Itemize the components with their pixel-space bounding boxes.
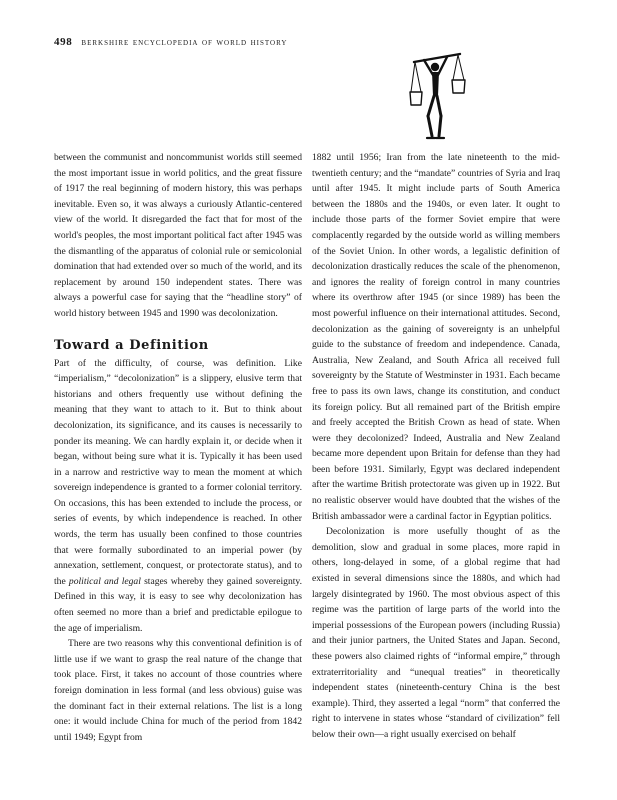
paragraph	[54, 356, 302, 637]
page-number: 498	[54, 36, 73, 48]
running-head	[54, 36, 287, 48]
paragraph-text: stages whereby they gained sovereignty. Defined in this way, it is easy to see why decolonization has often seemed no more than a brief and predictable epilogue to the age of imperialism.	[54, 575, 302, 634]
paragraph-text: Part of the difficulty, of course, was definition. Like “imperialism,” “decolonization” is a slippery, elusive term that historians and others frequently use without defining the meaning that they want to attach to it. But to think about decolonization, its significance, and its causes is necessarily to ponder its meaning. We can hardly explain it, or decide when it began, without being sure what it is. Typically it has been used in a narrow and restrictive way to mean the moment at which sovereign independence is granted to a former colonial territory. On occasions, this has been extended to include the process, or series of events, by which independence is reached. In other words, the term has usually been confined to those countries that were formally subordinated to an imperial power (by annexation, settlement, conquest, or protectorate status), and to the	[54, 357, 302, 587]
left-column	[54, 150, 302, 745]
paragraph: Decolonization is more usefully thought of as the demolition, slow and gradual in some places, more rapid in others, long-delayed in some, of a global regime that had existed in several dimensions since the 1880s, and which had largely disintegrated by 1960. The most obvious aspect of this regime was the partition of large parts of the world into the imperial possessions of the European powers (including Russia) and their junior partners, the United States and Japan. Second, these powers also claimed rights of “informal empire,” through extraterritoriality and “unequal treaties” in theoretically independent states (nineteenth-century China is the best example). Third, they asserted a legal “norm” that conferred the right to intervene in states whose “standard of civilization” fell below their own—a right usually exercised on behalf	[312, 526, 560, 740]
logo-figure-svg	[408, 52, 466, 142]
paragraph: between the communist and noncommunist worlds still seemed the most important issue in world politics, and the great fissure of 1917 the real beginning of modern history, this was perhaps inevitable. Even so, it was always a curiously Atlantic-centered view of the world. It disregarded the fact that for most of the world's peoples, the most important political fact after 1945 was the dismantling of the apparatus of colonial rule or semicolonial domination that had extended over so much of the world, and its replacement by around 150 independent states. There was always a powerful case for saying that the “headline story” of world history between 1945 and 1990 was decolonization.	[54, 152, 302, 319]
paragraph: There are two reasons why this conventional definition is of little use if we want to grasp the real nature of the change that took place. First, it takes no account of those countries where foreign domination in less formal (and less obvious) guise was the dominant fact in their external relations. The list is a long one: it would include China for much of the period from 1842 until 1949; Egypt from	[54, 638, 302, 743]
figure-carrying-buckets-icon	[408, 52, 466, 142]
section-heading: Toward a Definition	[54, 337, 209, 353]
paragraph: 1882 until 1956; Iran from the late nineteenth to the mid-twentieth century; and the “mandate” countries of Syria and Iraq until after 1945. It might include parts of South America between the 1880s and the 1940s, or even later. It ought to include those parts of the former Soviet empire that were complacently regarded by the outside world as willing members of the Soviet Union. In other words, a legalistic definition of decolonization drastically reduces the scale of the phenomenon, and ignores the reality of foreign control in many countries where its overthrow after 1945 (or since 1989) has been the most powerful influence on their international attitudes. Second, decolonization as the gaining of sovereignty is an unhelpful guide to the substance of freedom and independence. Canada, Australia, New Zealand, and South Africa all received full sovereignty by the Statute of Westminster in 1931. Each became free to pass its own laws, change its constitution, and conduct its foreign policy. But all remained part of the British empire and freely accepted the British Crown as head of state. When were they decolonized? Indeed, Australia and New Zealand became more dependent upon Britain for defense than they had been before 1931. Similarly, Egypt was declared independent after the wartime British protectorate was given up in 1922. But no realistic observer would have doubted that the wishes of the British ambassador were a cardinal factor in Egyptian politics.	[312, 152, 561, 522]
publication-title: berkshire encyclopedia of world history	[81, 37, 288, 48]
right-column	[312, 150, 560, 743]
emphasis-text: political and legal	[68, 575, 141, 587]
